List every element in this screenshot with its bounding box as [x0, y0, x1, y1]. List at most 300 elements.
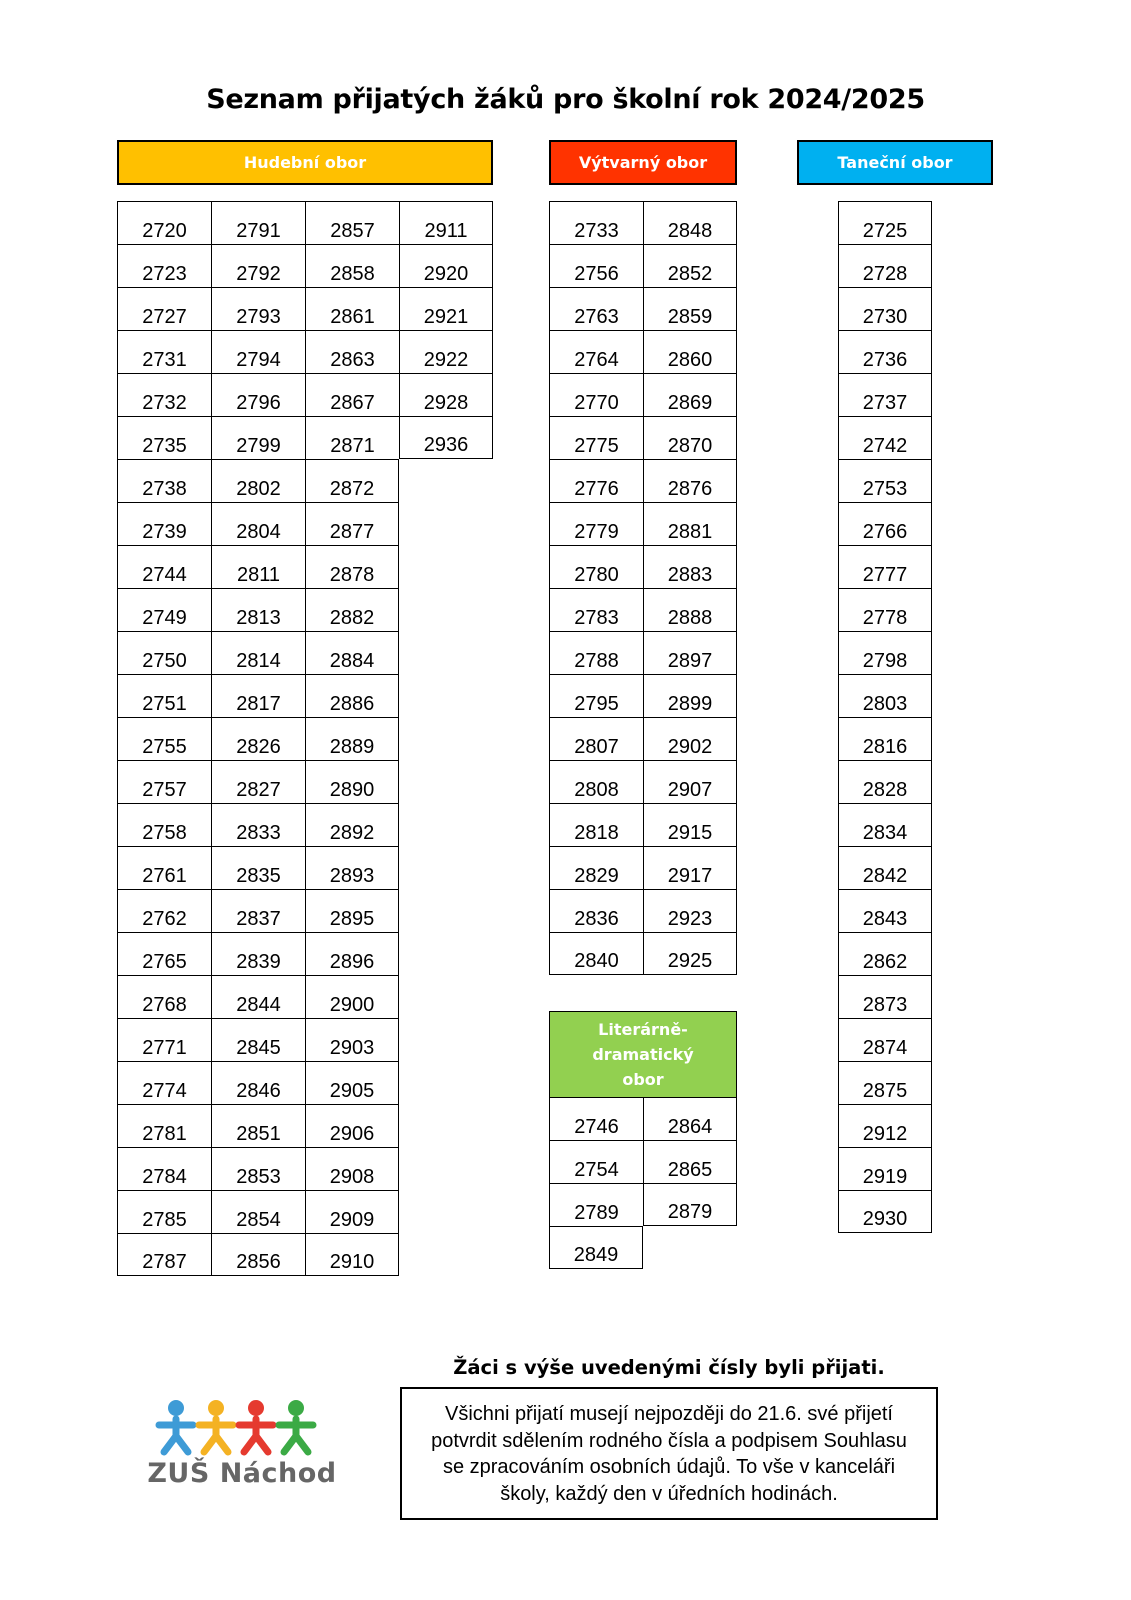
student-number: 2896 — [329, 951, 375, 973]
table-cell — [838, 631, 932, 674]
table-cell — [305, 545, 399, 588]
table-cell — [117, 330, 211, 373]
table-cell — [305, 803, 399, 846]
table-cell — [211, 502, 305, 545]
table-cell — [838, 416, 932, 459]
student-number: 2928 — [423, 392, 469, 414]
student-number: 2908 — [329, 1166, 375, 1188]
table-cell — [399, 803, 493, 846]
table-cell — [399, 330, 493, 373]
person-icon — [199, 1400, 233, 1452]
table-cell — [117, 803, 211, 846]
table-cell — [838, 717, 932, 760]
table-cell — [305, 502, 399, 545]
table-cell — [305, 1018, 399, 1061]
table-cell — [549, 760, 643, 803]
table-cell — [643, 1140, 737, 1183]
student-number: 2923 — [667, 908, 713, 930]
student-number: 2771 — [142, 1037, 187, 1059]
student-number: 2873 — [862, 994, 908, 1016]
student-number: 2723 — [142, 263, 187, 285]
student-number: 2922 — [423, 349, 469, 371]
student-number: 2875 — [862, 1080, 908, 1102]
table-cell — [643, 502, 737, 545]
tanecni-obor-label: Taneční obor — [837, 153, 953, 172]
literarne-dramaticky-obor-header — [549, 1011, 737, 1098]
table-cell — [211, 1104, 305, 1147]
student-number: 2749 — [142, 607, 187, 629]
table-cell — [117, 631, 211, 674]
student-number: 2907 — [667, 779, 713, 801]
student-number: 2843 — [862, 908, 908, 930]
table-cell — [117, 717, 211, 760]
table-cell — [399, 1190, 493, 1233]
table-cell — [117, 1104, 211, 1147]
student-number: 2827 — [236, 779, 281, 801]
logo-text: ZUŠ Náchod — [147, 1458, 337, 1489]
student-number: 2888 — [667, 607, 713, 629]
table-cell — [643, 760, 737, 803]
student-number: 2882 — [329, 607, 375, 629]
table-cell — [549, 932, 643, 975]
table-cell — [117, 373, 211, 416]
student-number: 2893 — [329, 865, 375, 887]
student-number: 2899 — [667, 693, 713, 715]
table-cell — [838, 1018, 932, 1061]
student-number: 2865 — [667, 1159, 713, 1181]
vytvarny-obor-table — [549, 201, 737, 975]
student-number: 2840 — [574, 950, 619, 972]
person-icon — [239, 1400, 273, 1452]
table-cell — [549, 287, 643, 330]
info-line: Všichni přijatí musejí nejpozději do 21.6. své přijetí — [444, 1403, 893, 1425]
student-number: 2892 — [329, 822, 375, 844]
table-cell — [117, 1061, 211, 1104]
student-number: 2754 — [574, 1159, 619, 1181]
student-number: 2874 — [862, 1037, 908, 1059]
table-cell — [399, 416, 493, 459]
table-cell — [211, 1233, 305, 1276]
student-number: 2877 — [329, 521, 375, 543]
table-cell — [399, 760, 493, 803]
table-cell — [549, 1226, 643, 1269]
table-cell — [643, 717, 737, 760]
table-cell — [305, 416, 399, 459]
student-number: 2856 — [236, 1251, 281, 1273]
student-number: 2737 — [862, 392, 908, 414]
student-number: 2784 — [142, 1166, 187, 1188]
student-number: 2802 — [236, 478, 281, 500]
table-cell — [838, 287, 932, 330]
table-cell — [305, 760, 399, 803]
table-cell — [305, 717, 399, 760]
table-cell — [117, 932, 211, 975]
student-number: 2775 — [574, 435, 619, 457]
student-number: 2763 — [574, 306, 619, 328]
student-number: 2776 — [574, 478, 619, 500]
student-number: 2864 — [667, 1116, 713, 1138]
table-cell — [117, 846, 211, 889]
table-cell — [399, 1018, 493, 1061]
table-cell — [643, 545, 737, 588]
student-number: 2895 — [329, 908, 375, 930]
student-number: 2936 — [423, 434, 469, 456]
table-cell — [549, 416, 643, 459]
student-number: 2736 — [862, 349, 908, 371]
student-number: 2889 — [329, 736, 375, 758]
table-cell — [211, 631, 305, 674]
student-number: 2897 — [667, 650, 713, 672]
student-number: 2883 — [667, 564, 713, 586]
student-number: 2732 — [142, 392, 187, 414]
student-number: 2920 — [423, 263, 469, 285]
table-cell — [117, 416, 211, 459]
student-number: 2779 — [574, 521, 619, 543]
table-cell — [838, 588, 932, 631]
student-number: 2761 — [142, 865, 187, 887]
table-cell — [399, 674, 493, 717]
student-number: 2836 — [574, 908, 619, 930]
student-number: 2758 — [142, 822, 187, 844]
student-number: 2744 — [142, 564, 187, 586]
student-number: 2828 — [862, 779, 908, 801]
student-number: 2879 — [667, 1201, 713, 1223]
table-cell — [838, 459, 932, 502]
literarne-obor-label-line2: obor — [622, 1070, 664, 1089]
table-cell — [549, 1140, 643, 1183]
student-number: 2872 — [329, 478, 375, 500]
table-cell — [838, 545, 932, 588]
table-cell — [838, 1104, 932, 1147]
table-cell — [643, 459, 737, 502]
student-number: 2863 — [330, 349, 375, 371]
table-cell — [643, 932, 737, 975]
table-cell — [399, 373, 493, 416]
table-cell — [838, 201, 932, 244]
table-cell — [549, 201, 643, 244]
table-cell — [211, 889, 305, 932]
table-cell — [211, 244, 305, 287]
student-number: 2925 — [667, 950, 713, 972]
student-number: 2720 — [142, 220, 187, 242]
table-cell — [399, 889, 493, 932]
student-number: 2853 — [236, 1166, 281, 1188]
table-cell — [399, 631, 493, 674]
table-cell — [305, 459, 399, 502]
table-cell — [211, 1147, 305, 1190]
table-cell — [643, 330, 737, 373]
student-number: 2787 — [142, 1251, 187, 1273]
student-number: 2807 — [574, 736, 619, 758]
student-number: 2906 — [329, 1123, 375, 1145]
student-number: 2829 — [574, 865, 619, 887]
table-cell — [305, 1190, 399, 1233]
table-cell — [305, 1147, 399, 1190]
table-cell — [305, 588, 399, 631]
student-number: 2753 — [862, 478, 908, 500]
student-number: 2816 — [862, 736, 908, 758]
student-number: 2730 — [862, 306, 908, 328]
table-cell — [643, 588, 737, 631]
table-cell — [549, 674, 643, 717]
student-number: 2886 — [329, 693, 375, 715]
student-number: 2777 — [862, 564, 908, 586]
table-cell — [399, 459, 493, 502]
student-number: 2846 — [236, 1080, 281, 1102]
student-number: 2845 — [236, 1037, 281, 1059]
table-cell — [305, 674, 399, 717]
student-number: 2762 — [142, 908, 187, 930]
student-number: 2917 — [667, 865, 713, 887]
student-number: 2912 — [862, 1123, 908, 1145]
table-cell — [305, 631, 399, 674]
table-cell — [838, 932, 932, 975]
student-number: 2792 — [236, 263, 281, 285]
table-cell — [838, 1147, 932, 1190]
table-cell — [305, 932, 399, 975]
literarne-dramaticky-obor-table — [549, 1097, 737, 1269]
student-number: 2859 — [667, 306, 713, 328]
table-cell — [117, 1233, 211, 1276]
table-cell — [838, 760, 932, 803]
table-cell — [211, 1018, 305, 1061]
table-cell — [211, 803, 305, 846]
table-cell — [549, 846, 643, 889]
student-number: 2842 — [862, 865, 908, 887]
student-number: 2803 — [862, 693, 908, 715]
student-number: 2862 — [862, 951, 908, 973]
table-cell — [549, 631, 643, 674]
table-cell — [399, 932, 493, 975]
student-number: 2789 — [574, 1202, 619, 1224]
student-number: 2871 — [330, 435, 375, 457]
table-cell — [399, 1061, 493, 1104]
student-number: 2811 — [236, 564, 280, 586]
table-cell — [211, 846, 305, 889]
table-cell — [211, 674, 305, 717]
student-number: 2735 — [142, 435, 187, 457]
info-line: školy, každý den v úředních hodinách. — [500, 1482, 838, 1505]
student-number: 2851 — [236, 1123, 281, 1145]
table-cell — [305, 889, 399, 932]
student-number: 2764 — [574, 349, 619, 371]
student-number: 2876 — [667, 478, 713, 500]
table-cell — [117, 674, 211, 717]
student-number: 2902 — [667, 736, 713, 758]
student-number: 2835 — [236, 865, 281, 887]
table-cell — [549, 373, 643, 416]
table-cell — [399, 502, 493, 545]
table-cell — [211, 717, 305, 760]
table-cell — [549, 588, 643, 631]
student-number: 2818 — [574, 822, 619, 844]
student-number: 2793 — [236, 306, 281, 328]
table-cell — [305, 1233, 399, 1276]
student-number: 2783 — [574, 607, 619, 629]
student-number: 2788 — [574, 650, 619, 672]
student-number: 2900 — [329, 994, 375, 1016]
table-cell — [117, 244, 211, 287]
table-cell — [838, 373, 932, 416]
student-number: 2919 — [862, 1166, 908, 1188]
student-number: 2781 — [142, 1123, 187, 1145]
student-number: 2910 — [329, 1251, 375, 1273]
table-cell — [305, 1104, 399, 1147]
table-cell — [838, 975, 932, 1018]
student-number: 2861 — [330, 306, 375, 328]
table-cell — [838, 889, 932, 932]
table-cell — [643, 201, 737, 244]
table-cell — [117, 975, 211, 1018]
student-number: 2881 — [667, 521, 713, 543]
table-cell — [838, 674, 932, 717]
table-cell — [643, 846, 737, 889]
table-cell — [305, 330, 399, 373]
table-cell — [399, 1147, 493, 1190]
table-cell — [305, 373, 399, 416]
table-cell — [211, 287, 305, 330]
hudebni-obor-table — [117, 201, 493, 1276]
person-icon — [159, 1400, 193, 1452]
student-number: 2905 — [329, 1080, 375, 1102]
table-cell — [643, 373, 737, 416]
table-cell — [838, 1061, 932, 1104]
table-cell — [838, 244, 932, 287]
table-cell — [643, 1097, 737, 1140]
student-number: 2857 — [330, 220, 375, 242]
student-number: 2911 — [424, 220, 468, 242]
student-number: 2860 — [667, 349, 713, 371]
table-cell — [643, 674, 737, 717]
info-line: se zpracováním osobních údajů. To vše v kanceláři — [442, 1456, 896, 1478]
student-number: 2837 — [236, 908, 281, 930]
table-cell — [643, 287, 737, 330]
table-cell — [643, 803, 737, 846]
table-cell — [399, 244, 493, 287]
student-number: 2742 — [862, 435, 908, 457]
table-cell — [643, 631, 737, 674]
table-cell — [549, 1183, 643, 1226]
table-cell — [838, 1190, 932, 1233]
student-number: 2814 — [236, 650, 281, 672]
table-cell — [399, 545, 493, 588]
table-cell — [305, 1061, 399, 1104]
student-number: 2854 — [236, 1209, 281, 1231]
info-box — [400, 1387, 938, 1520]
student-number: 2794 — [236, 349, 281, 371]
table-cell — [117, 588, 211, 631]
student-number: 2765 — [142, 951, 187, 973]
student-number: 2739 — [142, 521, 187, 543]
table-cell — [117, 1190, 211, 1233]
tanecni-obor-table — [838, 201, 932, 1233]
student-number: 2733 — [574, 220, 619, 242]
student-number: 2774 — [142, 1080, 187, 1102]
student-number: 2755 — [142, 736, 187, 758]
student-number: 2808 — [574, 779, 619, 801]
table-cell — [643, 416, 737, 459]
table-cell — [399, 1233, 493, 1276]
person-icon — [279, 1400, 313, 1452]
table-cell — [305, 975, 399, 1018]
table-cell — [117, 287, 211, 330]
student-number: 2799 — [236, 435, 281, 457]
table-cell — [643, 244, 737, 287]
table-cell — [117, 889, 211, 932]
student-number: 2884 — [329, 650, 375, 672]
student-number: 2746 — [574, 1116, 619, 1138]
table-cell — [549, 717, 643, 760]
table-cell — [117, 502, 211, 545]
table-cell — [211, 760, 305, 803]
student-number: 2817 — [236, 693, 281, 715]
student-number: 2909 — [329, 1209, 375, 1231]
table-cell — [399, 846, 493, 889]
table-cell — [399, 717, 493, 760]
table-cell — [549, 330, 643, 373]
table-cell — [838, 803, 932, 846]
student-number: 2750 — [142, 650, 187, 672]
student-number: 2756 — [574, 263, 619, 285]
literarne-obor-label-line1: Literárně-dramatický — [592, 1020, 694, 1064]
table-cell — [838, 846, 932, 889]
table-cell — [549, 244, 643, 287]
tanecni-obor-header — [797, 140, 993, 185]
student-number: 2813 — [236, 607, 281, 629]
table-cell — [549, 1097, 643, 1140]
student-number: 2791 — [236, 220, 281, 242]
student-number: 2778 — [862, 607, 908, 629]
table-cell — [117, 1147, 211, 1190]
table-cell — [305, 287, 399, 330]
table-cell — [549, 459, 643, 502]
student-number: 2844 — [236, 994, 281, 1016]
student-number: 2727 — [142, 306, 187, 328]
table-cell — [643, 1226, 737, 1269]
hudebni-obor-label: Hudební obor — [243, 153, 367, 172]
student-number: 2903 — [329, 1037, 375, 1059]
student-number: 2796 — [236, 392, 281, 414]
table-cell — [211, 373, 305, 416]
table-cell — [838, 330, 932, 373]
student-number: 2770 — [574, 392, 619, 414]
table-cell — [211, 1061, 305, 1104]
student-number: 2867 — [330, 392, 375, 414]
table-cell — [399, 287, 493, 330]
table-cell — [211, 1190, 305, 1233]
table-cell — [399, 975, 493, 1018]
table-cell — [399, 1104, 493, 1147]
student-number: 2869 — [667, 392, 713, 414]
student-number: 2833 — [236, 822, 281, 844]
table-cell — [117, 459, 211, 502]
table-cell — [211, 416, 305, 459]
student-number: 2890 — [329, 779, 375, 801]
student-number: 2780 — [574, 564, 619, 586]
table-cell — [117, 201, 211, 244]
student-number: 2921 — [423, 306, 469, 328]
student-number: 2738 — [142, 478, 187, 500]
accepted-note: Žáci s výše uvedenými čísly byli přijati. — [453, 1356, 885, 1379]
table-cell — [838, 502, 932, 545]
table-cell — [643, 1183, 737, 1226]
student-number: 2766 — [862, 521, 908, 543]
student-number: 2725 — [862, 220, 908, 242]
table-cell — [117, 1018, 211, 1061]
student-number: 2834 — [862, 822, 908, 844]
page-title: Seznam přijatých žáků pro školní rok 2024/2025 — [206, 84, 925, 115]
student-number: 2878 — [329, 564, 375, 586]
